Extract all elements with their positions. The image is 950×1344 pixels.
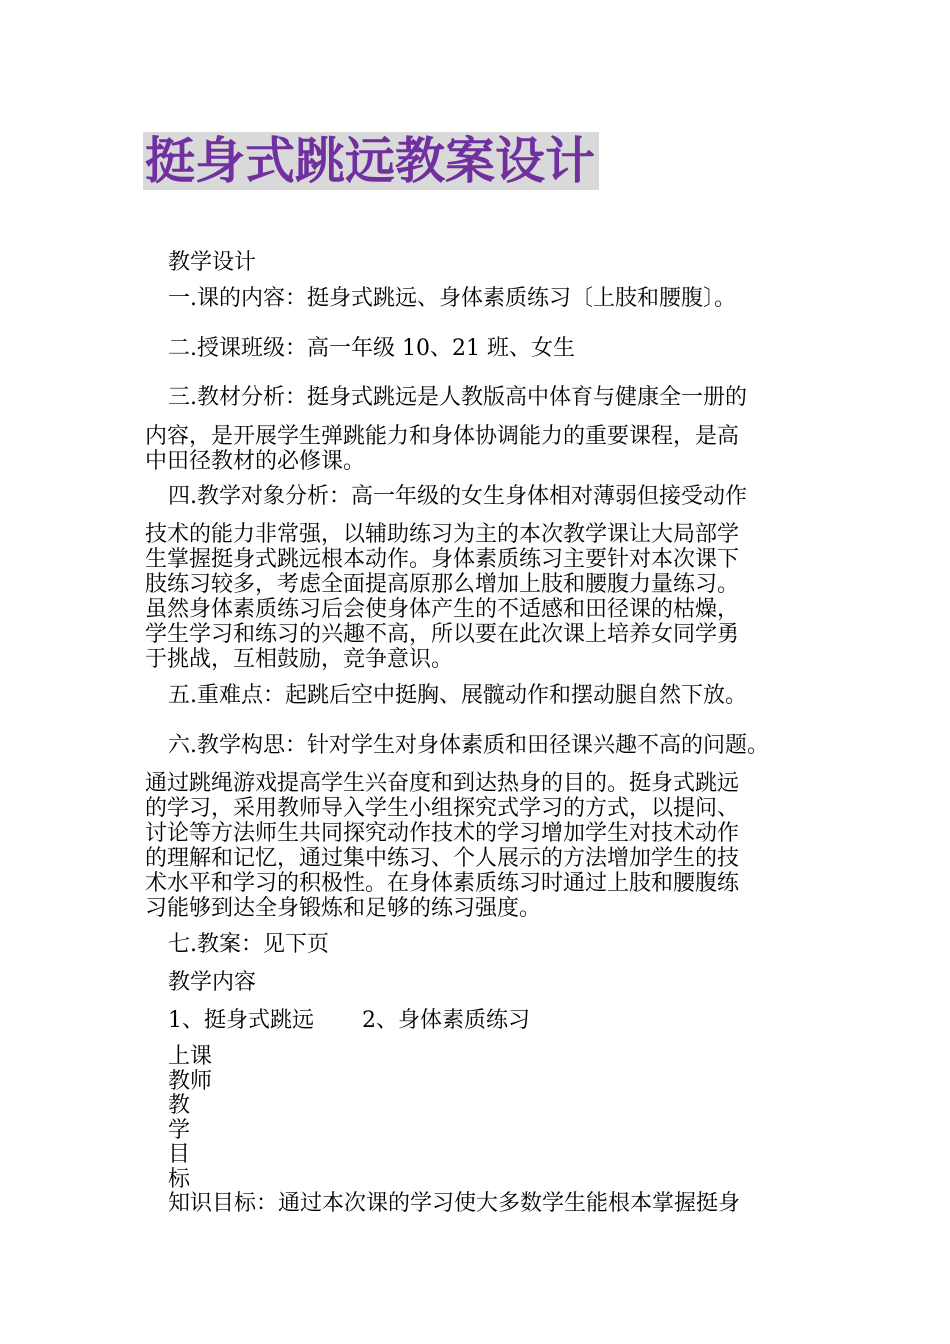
table-cell: 目 [168, 1142, 191, 1167]
text-line: 术水平和学习的积极性。在身体素质练习时通过上肢和腰腹练 [145, 871, 740, 896]
text-line: 讨论等方法师生共同探究动作技术的学习增加学生对技术动作 [145, 821, 740, 846]
section-label: 教学设计 [168, 250, 257, 275]
text-line: 中田径教材的必修课。 [145, 449, 366, 474]
material-analysis-continued [145, 424, 815, 474]
text-line: 技术的能力非常强，以辅助练习为主的本次教学课让大局部学 [145, 522, 740, 547]
text-line: 内容，是开展学生弹跳能力和身体协调能力的重要课程，是高 [145, 424, 740, 449]
text-line: 通过跳绳游戏提高学生兴奋度和到达热身的目的。挺身式跳远 [145, 771, 740, 796]
item-teaching-concept: 六.教学构思：针对学生对身体素质和田径课兴趣不高的问题。 [168, 733, 769, 758]
teaching-concept-continued [145, 771, 815, 921]
content-item-1: 1、挺身式跳远 [168, 1008, 314, 1033]
text-line: 肢练习较多，考虑全面提高原那么增加上肢和腰腹力量练习。 [145, 572, 740, 597]
table-cell: 教 [168, 1093, 191, 1118]
teaching-content-items [168, 1008, 530, 1033]
text-line: 的理解和记忆，通过集中练习、个人展示的方法增加学生的技 [145, 846, 740, 871]
text-line: 生掌握挺身式跳远根本动作。身体素质练习主要针对本次课下 [145, 547, 740, 572]
document-title: 挺身式跳远教案设计 [143, 132, 599, 190]
text-line: 的学习，采用教师导入学生小组探究式学习的方式，以提问、 [145, 796, 740, 821]
table-cell: 教师 [168, 1068, 213, 1094]
item-lesson-plan: 七.教案：见下页 [168, 932, 329, 957]
teaching-content-label: 教学内容 [168, 970, 257, 995]
objective-text: 知识目标：通过本次课的学习使大多数学生能根本掌握挺身 [168, 1191, 741, 1216]
item-class: 二.授课班级：高一年级 10、21 班、女生 [168, 336, 575, 361]
text-line: 学生学习和练习的兴趣不高，所以要在此次课上培养女同学勇 [145, 622, 740, 647]
table-cell: 标 [168, 1166, 191, 1192]
text-line: 于挑战，互相鼓励，竞争意识。 [145, 647, 454, 672]
text-line: 虽然身体素质练习后会使身体产生的不适感和田径课的枯燥， [145, 597, 740, 622]
table-cell: 上课 [168, 1044, 213, 1069]
item-student-analysis: 四.教学对象分析：高一年级的女生身体相对薄弱但接受动作 [168, 484, 747, 509]
student-analysis-continued [145, 522, 815, 672]
item-material-analysis: 三.教材分析：挺身式跳远是人教版高中体育与健康全一册的 [168, 385, 747, 410]
content-item-2: 2、身体素质练习 [362, 1008, 530, 1033]
table-header-cells [168, 1045, 740, 1217]
text-line: 习能够到达全身锻炼和足够的练习强度。 [145, 896, 542, 921]
table-cell: 学 [168, 1117, 191, 1143]
item-difficulty: 五.重难点：起跳后空中挺胸、展髋动作和摆动腿自然下放。 [168, 683, 747, 708]
item-course-content: 一.课的内容：挺身式跳远、身体素质练习〔上肢和腰腹〕。 [168, 286, 736, 311]
